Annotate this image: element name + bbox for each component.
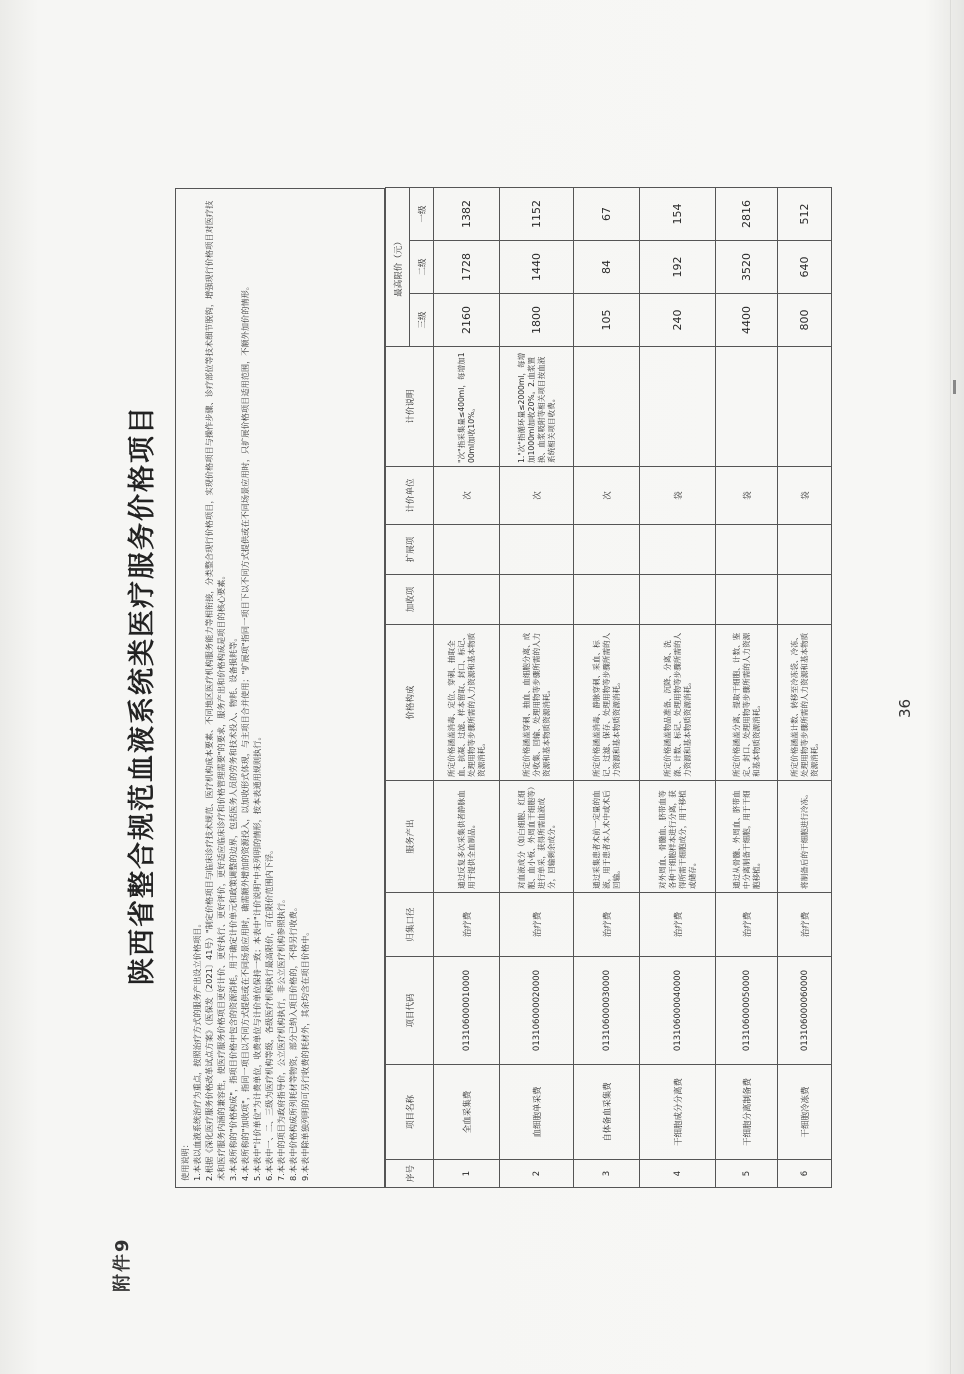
cell-category: 治疗费: [778, 893, 832, 957]
cell-price-level3: 1800: [500, 294, 574, 347]
cell-name: 血细胞单采费: [500, 1065, 574, 1160]
cell-seq: 2: [500, 1160, 574, 1188]
cell-price-level1: 512: [778, 188, 832, 241]
cell-addon: [716, 575, 778, 625]
cell-code: 013106000020000: [500, 957, 574, 1065]
cell-seq: 1: [434, 1160, 500, 1188]
cell-addon: [434, 575, 500, 625]
cell-note: [574, 347, 640, 467]
cell-addon: [778, 575, 832, 625]
cell-addon: [574, 575, 640, 625]
cell-name: 自体备血采集费: [574, 1065, 640, 1160]
cell-price-level2: 84: [574, 241, 640, 294]
note-line: 9.本表中除单独列明的可另行收费的耗材外，其余均含在项目价格中。: [300, 927, 310, 1181]
cell-category: 治疗费: [716, 893, 778, 957]
header-note: 计价说明: [386, 347, 434, 467]
cell-price-level2: 192: [640, 241, 716, 294]
table-row: [716, 188, 778, 1188]
header-name: 项目名称: [386, 1065, 434, 1160]
cell-price-level2: 3520: [716, 241, 778, 294]
cell-composition: 所定价格涵盖计数、转移至冷冻袋、冷冻、处理用物等步骤所需的人力资源和基本物质资源消耗。: [778, 625, 832, 781]
cell-name: 干细胞冷冻费: [778, 1065, 832, 1160]
cell-extension: [574, 525, 640, 575]
cell-output: 对外周血、骨髓血、脐带血等各种干细胞样本进行分离，获得所需干细胞成分，用于移植或储存。: [640, 781, 716, 893]
cell-composition: 所定价格涵盖分离、提取干细胞、计数、鉴定、封口、处理用物等步骤所需的人力资源和基本物质资源消耗。: [716, 625, 778, 781]
cell-code: 013106000040000: [640, 957, 716, 1065]
header-extension: 扩展项: [386, 525, 434, 575]
cell-note: [640, 347, 716, 467]
header-level3: 三级: [410, 294, 434, 347]
header-composition: 价格构成: [386, 625, 434, 781]
cell-output: 通过反复多次采集供者静脉血用于提供全血制品。: [434, 781, 500, 893]
cell-output: 对血液成分（如白细胞、红细胞、血小板、外周血干细胞等）进行单采，获得所需血液成分，回输剩余成分。: [500, 781, 574, 893]
page-number: 36: [896, 698, 914, 718]
cell-category: 治疗费: [574, 893, 640, 957]
cell-note: [716, 347, 778, 467]
cell-seq: 4: [640, 1160, 716, 1188]
cell-category: 治疗费: [640, 893, 716, 957]
note-line: 5.本表中"计价单位"为计费单位，收费单位与计价单位保持一致；本表中"计价说明"中未列明的情形，按本表通用规则执行。: [252, 732, 262, 1181]
cell-price-level3: 240: [640, 294, 716, 347]
cell-unit: 次: [500, 467, 574, 525]
note-line: 使用说明：: [180, 1140, 190, 1181]
cell-addon: [500, 575, 574, 625]
cell-price-level1: 2816: [716, 188, 778, 241]
cell-category: 治疗费: [500, 893, 574, 957]
cell-code: 013106000010000: [434, 957, 500, 1065]
cell-price-level1: 1382: [434, 188, 500, 241]
cell-price-level3: 105: [574, 294, 640, 347]
cell-unit: 次: [434, 467, 500, 525]
cell-code: 013106000050000: [716, 957, 778, 1065]
note-line: 8.本表中价格构成所列耗材等物资，部分已纳入项目价格的，不得另行收费。: [288, 902, 298, 1181]
table-row: [500, 188, 574, 1188]
cell-price-level2: 1440: [500, 241, 574, 294]
header-level1: 一级: [410, 188, 434, 241]
scan-edge-line: [950, 0, 951, 1374]
cell-price-level3: 4400: [716, 294, 778, 347]
note-line: 2.根据《深化医疗服务价格改革试点方案》（医保发〔2021〕41号）"制定价格项目与临床诊疗技术规范、医疗机构成本要素、不同地区医疗机构服务能力等相衔接，分类整合现行价格项目，实现价格项目与操作步骤、诊疗部位等技术细节脱钩，增强现行价格项目对医疗技术和医疗服务内涵的兼容性，使医疗服务价格项目更好计价、更好执行、更好评价，更好适应临床诊疗和价格管理需要"的要求，服务产出和价格构成是项目的核心要素。: [204, 200, 226, 1181]
cell-unit: 次: [574, 467, 640, 525]
rotated-sheet: [115, 130, 835, 1260]
note-line: 3.本表所称的"价格构成"，指项目价格中包含的资源消耗，用于确定计价单元和政策调整的边界，包括医务人员的劳务和技术投入、物耗、设备损耗等。: [228, 633, 238, 1181]
cell-extension: [500, 525, 574, 575]
cell-unit: 袋: [778, 467, 832, 525]
cell-name: 干细胞分离制备费: [716, 1065, 778, 1160]
note-line: 4.本表所称的"加收项"，指同一项目以不同方式提供或在不同场景应用时，确需额外增加的资源投入，以加收形式体现，与主项目合并使用；"扩展项"指同一项目下以不同方式提供或在不同场景应用时，只扩展价格项目适用范围，不额外加价的情形。: [240, 282, 250, 1181]
header-addon: 加收项: [386, 575, 434, 625]
cell-name: 全血采集费: [434, 1065, 500, 1160]
cell-composition: 所定价格涵盖穿刺、抽血、血细胞分离、成分收集、回输、处理用物等步骤所需的人力资源和基本物质资源消耗。: [500, 625, 574, 781]
attachment-label: 附件9: [112, 1237, 133, 1292]
cell-output: 通过从骨髓、外周血、脐带血中分离制备干细胞，用于干细胞移植。: [716, 781, 778, 893]
header-output: 服务产出: [386, 781, 434, 893]
header-level2: 二级: [410, 241, 434, 294]
cell-composition: 所定价格涵盖消毒、静脉穿刺、采血、标记、过滤、保存、处理用物等步骤所需的人力资源和基本物质资源消耗。: [574, 625, 640, 781]
cell-price-level1: 154: [640, 188, 716, 241]
header-category: 归集口径: [386, 893, 434, 957]
header-seq: 序号: [386, 1160, 434, 1188]
cell-price-level1: 67: [574, 188, 640, 241]
usage-notes: [175, 188, 385, 1188]
cell-seq: 3: [574, 1160, 640, 1188]
note-line: 6.本表中一、二、三级为医疗机构等级，各级医疗机构执行最高限价，可在限价范围内下浮。: [264, 845, 274, 1181]
note-line: 1.本表以血液系统治疗为重点，按照治疗方式的服务产出设立价格项目。: [192, 919, 202, 1181]
cell-output: 将制备后的干细胞进行冷冻。: [778, 781, 832, 893]
cell-addon: [640, 575, 716, 625]
cell-price-level3: 800: [778, 294, 832, 347]
cell-price-level2: 640: [778, 241, 832, 294]
cell-output: 通过采集患者术前一定量的血液，用于患者本人术中或术后回输。: [574, 781, 640, 893]
cell-extension: [778, 525, 832, 575]
header-max-price: 最高限价（元）: [386, 188, 410, 347]
table-row: [778, 188, 832, 1188]
cell-code: 013106000060000: [778, 957, 832, 1065]
cell-composition: 所定价格涵盖消毒、定位、穿刺、抽取全血、抗凝、过滤、样本留取、封口、标记、处理用物等步骤所需的人力资源和基本物质资源消耗。: [434, 625, 500, 781]
cell-seq: 6: [778, 1160, 832, 1188]
cell-code: 013106000030000: [574, 957, 640, 1065]
cell-note: 1."次"指循环量≤2000ml，每增加1000ml加收20%。2.血浆置换、血浆吸附等相关项目按血液系统相关项目收费。: [500, 347, 574, 467]
cell-price-level1: 1152: [500, 188, 574, 241]
cell-unit: 袋: [640, 467, 716, 525]
cell-price-level3: 2160: [434, 294, 500, 347]
page-title: 陕西省整合规范血液系统类医疗服务价格项目: [127, 405, 158, 985]
cell-note: [778, 347, 832, 467]
cell-composition: 所定价格涵盖物品准备、沉降、分离、洗涤、计数、标记、处理用物等步骤所需的人力资源和基本物质资源消耗。: [640, 625, 716, 781]
cell-extension: [434, 525, 500, 575]
cell-extension: [640, 525, 716, 575]
table-row: [640, 188, 716, 1188]
scan-mark: [953, 380, 956, 394]
cell-unit: 袋: [716, 467, 778, 525]
header-code: 项目代码: [386, 957, 434, 1065]
cell-note: "次"指采集量≤400ml，每增加100ml加收10%。: [434, 347, 500, 467]
cell-name: 干细胞成分分离费: [640, 1065, 716, 1160]
header-unit: 计价单位: [386, 467, 434, 525]
table-row: [574, 188, 640, 1188]
note-line: 7.本表中的项目为政府指导价，公立医疗机构执行，非公立医疗机构参照执行。: [276, 894, 286, 1181]
cell-seq: 5: [716, 1160, 778, 1188]
price-table: [385, 187, 832, 1188]
cell-price-level2: 1728: [434, 241, 500, 294]
table-row: [434, 188, 500, 1188]
cell-category: 治疗费: [434, 893, 500, 957]
cell-extension: [716, 525, 778, 575]
